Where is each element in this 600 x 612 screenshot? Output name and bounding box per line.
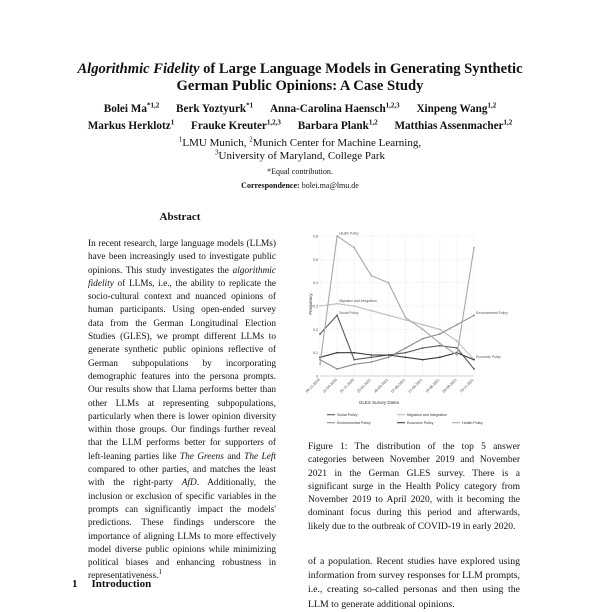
- figure-1-caption: Figure 1: The distribution of the top 5 answer categories between November 2019 and November 2021 in the German GLES survey. There is a significant surge in the Health Policy category from November 2019 to April 2020, with it becoming the dominant focus during this period and afterwards, likely due to the outbreak of COVID-19 in early 2020.: [308, 442, 520, 532]
- legend-entry: Economic Policy: [407, 421, 434, 425]
- y-axis-label: Frequency: [308, 293, 313, 315]
- x-tick-label: 07-05-2021: [390, 377, 407, 394]
- legend-entry: Environmental Policy: [337, 421, 371, 425]
- data-point: [370, 354, 372, 356]
- data-point: [439, 342, 441, 344]
- data-point: [422, 359, 424, 361]
- author: Xinpeng Wang$^{1,2}$: [416, 101, 497, 115]
- data-point: [456, 354, 458, 356]
- data-point: [388, 282, 390, 284]
- legend-entry: Health Policy: [462, 421, 483, 425]
- data-point: [353, 247, 355, 249]
- author: Berk Yoztyurk$^{*1}$: [176, 101, 254, 115]
- data-point: [388, 314, 390, 316]
- abstract-body: In recent research, large language models (LLMs) have been increasingly used to investigate public opinions. This study investigates the algorithmic fidelity of LLMs, i.e., the ability to replicate the socio-cultural context and nuanced opinions of human participants. Using open-ended survey data from the German Longitudinal Election Studies (GLES), we prompt different LLMs to generate synthetic public opinions reflective of German subpopulations by incorporating demographic features into the persona prompts. Our results show that Llama performs better than other LLMs at representing subpopulations, particularly when there is lower opinion diversity within those groups. Our findings further reveal that the LLM performs better for supporters of left-leaning parties like The Greens and The Left compared to other parties, and matches the least with the right-party AfD. Additionally, the inclusion or exclusion of specific variables in the prompts can significantly impact the models' predictions. These findings underscore the importance of aligning LLMs to more effectively model diverse public opinions while minimizing political biases and enhancing robustness in representativeness.$^1$: [88, 239, 277, 582]
- data-point: [456, 324, 458, 326]
- data-point: [336, 368, 338, 370]
- authors-line-2: [30, 118, 570, 135]
- title-rest: of Large Language Models in Generating Synthetic: [199, 61, 523, 77]
- author: Markus Herklotz$^1$: [87, 118, 175, 132]
- author: Anna-Carolina Haensch$^{1,2,3}$: [269, 101, 400, 115]
- data-point: [353, 363, 355, 365]
- y-tick-label: 0.1: [313, 351, 318, 356]
- x-axis-label: GLES Survey Dates: [358, 400, 400, 405]
- y-tick-label: 0.3: [313, 304, 318, 309]
- data-point: [456, 340, 458, 342]
- data-point: [353, 305, 355, 307]
- data-point: [422, 347, 424, 349]
- correspondence-email[interactable]: bolei.ma@lmu.de: [301, 181, 359, 190]
- section-heading-introduction: 1 Introduction: [72, 578, 152, 590]
- x-tick-label: 21-06-2021: [407, 377, 424, 394]
- data-point: [336, 314, 338, 316]
- data-point: [388, 356, 390, 358]
- data-point: [336, 352, 338, 354]
- data-point: [439, 328, 441, 330]
- paper-title: [40, 61, 560, 95]
- data-point: [422, 324, 424, 326]
- data-point: [473, 368, 475, 370]
- y-tick-label: 0: [316, 374, 318, 379]
- data-point: [336, 235, 338, 237]
- y-tick-label: 0.2: [313, 327, 318, 332]
- data-point: [439, 333, 441, 335]
- x-tick-label: 30-03-2021: [373, 377, 390, 394]
- data-point: [388, 354, 390, 356]
- data-point: [473, 247, 475, 249]
- author: Matthias Assenmacher$^{1,2}$: [394, 118, 513, 132]
- affiliations: $^1$LMU Munich, $^2$Munich Center for Machine Learning, $^3$University of Maryland, College Park: [178, 135, 422, 162]
- series-line: [320, 315, 474, 369]
- author: Bolei Ma$^{*1,2}$: [103, 101, 160, 115]
- figure-1-line-chart: [302, 224, 522, 434]
- y-tick-label: 0.6: [313, 234, 318, 239]
- author: Frauke Kreuter$^{1,2,3}$: [190, 118, 281, 132]
- data-point: [370, 310, 372, 312]
- legend-entry: Migration and Integration: [407, 413, 447, 417]
- data-point: [370, 361, 372, 363]
- data-point: [336, 303, 338, 305]
- x-tick-label: 15-11-2021: [459, 377, 475, 394]
- data-point: [473, 314, 475, 316]
- x-tick-label: 10-08-2021: [424, 377, 441, 394]
- data-point: [353, 359, 355, 361]
- data-point: [319, 363, 321, 365]
- x-tick-label: 05-11-2019: [305, 377, 321, 394]
- x-tick-label: 21-04-2020: [321, 377, 338, 394]
- data-point: [405, 356, 407, 358]
- series-annotation: Economic Policy: [476, 355, 501, 360]
- y-tick-label: 0.4: [313, 281, 318, 286]
- data-point: [473, 359, 475, 361]
- data-point: [319, 333, 321, 335]
- series-annotation: Environmental Policy: [476, 310, 508, 315]
- author-list: [30, 101, 570, 135]
- title-italic: Algorithmic Fidelity: [77, 61, 200, 77]
- x-tick-label: 28-09-2021: [441, 377, 458, 394]
- footnote-mark[interactable]: 1: [158, 568, 162, 577]
- data-point: [370, 275, 372, 277]
- x-tick-label: 01-11-2020: [339, 377, 355, 394]
- series-line: [320, 315, 474, 369]
- data-point: [422, 328, 424, 330]
- data-point: [439, 356, 441, 358]
- data-point: [370, 356, 372, 358]
- data-point: [422, 338, 424, 340]
- abstract-heading: Abstract: [159, 211, 201, 223]
- correspondence: Correspondence: bolei.ma@lmu.de: [241, 181, 359, 190]
- data-point: [405, 319, 407, 321]
- data-point: [405, 317, 407, 319]
- data-point: [319, 305, 321, 307]
- legend-entry: Social Policy: [337, 413, 358, 417]
- x-tick-label: 25-02-2021: [356, 377, 373, 394]
- title-line-2: German Public Opinions: A Case Study: [176, 78, 424, 94]
- y-tick-label: 0.5: [313, 257, 318, 262]
- data-point: [405, 347, 407, 349]
- series-annotation: Health Policy: [339, 231, 359, 236]
- data-point: [405, 352, 407, 354]
- equal-contribution-note: *Equal contribution.: [267, 167, 333, 176]
- author: Barbara Plank$^{1,2}$: [297, 118, 378, 132]
- series-annotation: Social Policy: [339, 310, 359, 315]
- data-point: [353, 352, 355, 354]
- authors-line-1: [30, 101, 570, 118]
- body-text-column-right: of a population. Recent studies have explored using information from survey responses for LLM prompts, i.e., creating so-called personas and then using the LLM to generate additional opinions.: [308, 556, 520, 610]
- data-point: [439, 345, 441, 347]
- series-annotation: Migration and Integration: [339, 299, 377, 304]
